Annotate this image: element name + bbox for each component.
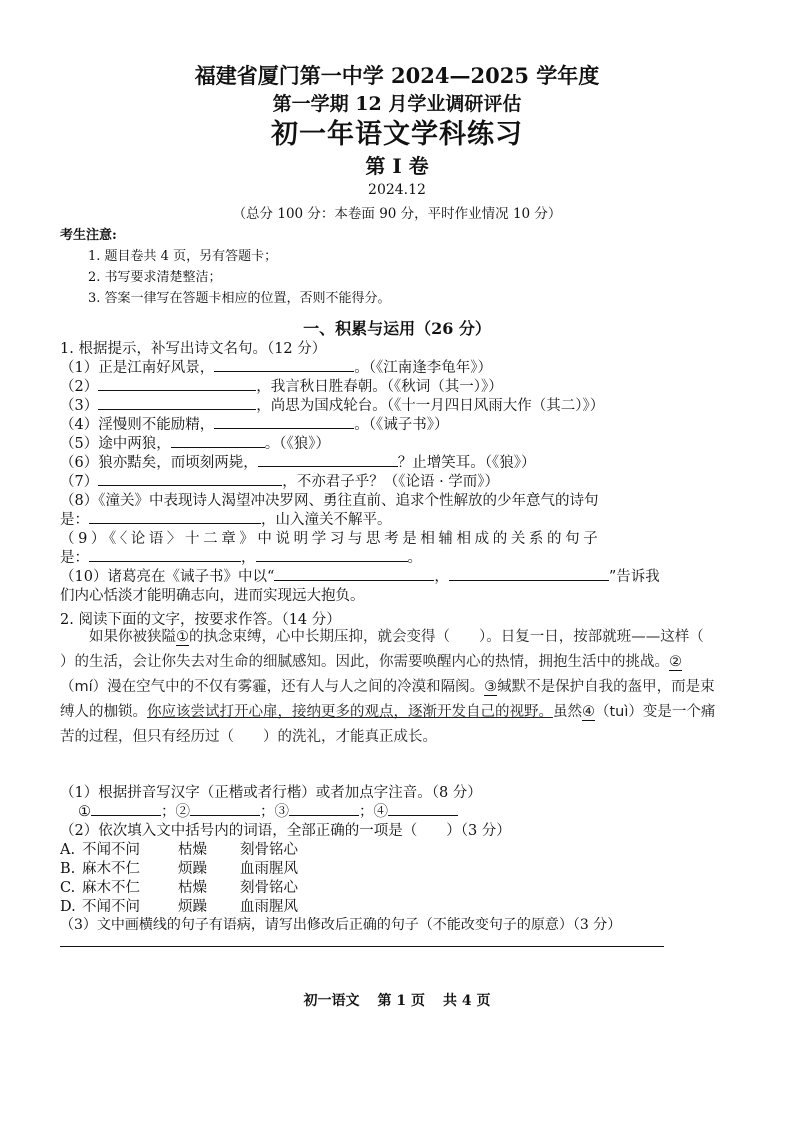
blank-label: ；④ bbox=[359, 804, 388, 820]
q1-line-9-b: 是： bbox=[60, 550, 89, 566]
answer-blank[interactable] bbox=[258, 452, 398, 467]
blank-label: ；② bbox=[161, 804, 190, 820]
q1-line-8: （8）《潼关》中表现诗人渴望冲决罗网、勇往直前、追求个性解放的少年意气的诗句 bbox=[60, 493, 599, 509]
q1-line-9: （9）《〈论语〉十二章》中说明学习与思考是相辅相成的关系的句子 bbox=[60, 531, 602, 547]
passage-text: （tuì）变是一个痛苦的过程，但只有经历过（ bbox=[60, 704, 716, 745]
option-b bbox=[60, 857, 298, 878]
option-word: 麻木不仁 bbox=[82, 861, 140, 877]
passage-text: 的执念束缚，心中长期压抑，就会变得（ bbox=[189, 629, 450, 645]
reading-passage bbox=[60, 625, 720, 750]
question-1-stem: 1. 根据提示，补写出诗文名句。（12 分） bbox=[60, 341, 327, 357]
footer-page: 第 1 页 bbox=[377, 993, 425, 1009]
subject-title: 初一年语文学科练习 bbox=[271, 119, 523, 150]
q1-line-7-b: ，不亦君子乎？（《论语 · 学而》） bbox=[282, 474, 500, 490]
q1-line-3 bbox=[60, 394, 604, 415]
option-label: B. bbox=[60, 861, 76, 877]
q2-sub-1: （1）根据拼音写汉字（正楷或者行楷）或者加点字注音。（8 分） bbox=[60, 785, 482, 801]
answer-blank[interactable] bbox=[274, 566, 434, 581]
answer-blank[interactable] bbox=[190, 801, 260, 816]
option-word: 血雨腥风 bbox=[240, 861, 298, 877]
volume-title: 第 Ⅰ 卷 bbox=[365, 154, 429, 178]
q1-line-5 bbox=[60, 432, 330, 453]
note-item: 3. 答案一律写在答题卡相应的位置，否则不能得分。 bbox=[88, 291, 391, 306]
answer-blank[interactable] bbox=[388, 801, 458, 816]
footer-total: 共 4 页 bbox=[443, 993, 491, 1009]
q1-line-7 bbox=[60, 470, 499, 491]
q1-line-6-b: ？止增笑耳。（《狼》） bbox=[397, 455, 536, 471]
q2-sub-3: （3）文中画横线的句子有语病，请写出修改后正确的句子（不能改变句子的原意）（3 分） bbox=[60, 917, 622, 933]
option-label: A. bbox=[60, 842, 76, 858]
answer-blank[interactable] bbox=[289, 801, 359, 816]
q1-line-10-a: （10）诸葛亮在《诫子书》中以“ bbox=[60, 569, 275, 585]
q1-line-4 bbox=[60, 413, 448, 434]
note-item: 1. 题目卷共 4 页，另有答题卡； bbox=[88, 249, 278, 264]
q1-line-10-b: ， bbox=[434, 569, 449, 585]
passage-marker-3: ③ bbox=[484, 679, 498, 695]
option-word: 不闻不问 bbox=[82, 899, 140, 915]
passage-text: ）。日复一日，按部就班——这样（ bbox=[479, 629, 704, 645]
q1-line-3-a: （3） bbox=[60, 398, 99, 414]
answer-line[interactable] bbox=[60, 946, 664, 947]
passage-text: 虽然 bbox=[553, 704, 582, 720]
answer-blank[interactable] bbox=[89, 509, 261, 524]
q1-line-10-cont: 们内心恬淡才能明确志向，进而实现远大抱负。 bbox=[60, 588, 365, 604]
answer-blank[interactable] bbox=[256, 547, 408, 562]
school-title: 福建省厦门第一中学 2024—2025 学年度 bbox=[194, 63, 600, 88]
option-word: 枯燥 bbox=[178, 842, 207, 858]
option-a bbox=[60, 838, 298, 859]
question-2-stem: 2. 阅读下面的文字，按要求作答。（14 分） bbox=[60, 612, 341, 628]
option-word: 烦躁 bbox=[178, 861, 207, 877]
q1-line-6-a: （6）狼亦黠矣，而顷刻两毙， bbox=[60, 455, 258, 471]
option-word: 血雨腥风 bbox=[240, 899, 298, 915]
q1-line-7-a: （7） bbox=[60, 474, 99, 490]
q1-line-8-b: 是： bbox=[60, 512, 89, 528]
passage-text: 缄默不是保护自我的盔甲，而是束缚人的枷锁。 bbox=[60, 679, 715, 720]
exam-date: 2024.12 bbox=[368, 182, 426, 198]
passage-text: （mí）漫在空气中的不仅有雾霾，还有人与人之间的冷漠和隔阂。 bbox=[60, 679, 485, 695]
answer-blank[interactable] bbox=[98, 471, 282, 486]
page-footer bbox=[0, 990, 794, 1010]
option-word: 枯燥 bbox=[178, 880, 207, 896]
passage-text: ）的生活，会让你失去对生命的细腻感知。因此，你需要唤醒内心的热情，拥抱生活中的挑战。 bbox=[60, 654, 669, 670]
answer-blank[interactable] bbox=[214, 357, 354, 372]
q1-line-10 bbox=[60, 565, 660, 586]
q1-line-9-c: ， bbox=[241, 550, 256, 566]
q1-line-5-a: （5）途中两狼， bbox=[60, 436, 171, 452]
q1-line-1-a: （1）正是江南好风景， bbox=[60, 360, 215, 376]
answer-blank[interactable] bbox=[98, 395, 256, 410]
passage-marker-4: ④ bbox=[582, 704, 595, 720]
option-word: 刻骨铭心 bbox=[240, 880, 298, 896]
q1-line-6 bbox=[60, 451, 535, 472]
underlined-sentence: 你应该尝试打开心扉，接纳更多的观点，逐渐开发自己的视野。 bbox=[147, 704, 553, 720]
passage-text: ）的洗礼，才能真正成长。 bbox=[263, 729, 437, 745]
q1-line-4-b: 。（《诫子书》） bbox=[354, 417, 449, 433]
q1-line-5-b: 。（《狼》） bbox=[264, 436, 330, 452]
q2-sub-2: （2）依次填入文中括号内的词语，全部正确的一项是（ ）（3 分） bbox=[60, 823, 511, 839]
q2-sub-1-blanks bbox=[78, 800, 458, 821]
option-c bbox=[60, 876, 298, 897]
q1-line-8-c: ，山入潼关不解平。 bbox=[261, 512, 392, 528]
passage-marker-1: ① bbox=[176, 629, 189, 645]
score-note: （总分 100 分：本卷面 90 分，平时作业情况 10 分） bbox=[232, 206, 562, 222]
answer-blank[interactable] bbox=[214, 414, 354, 429]
answer-blank[interactable] bbox=[449, 566, 609, 581]
option-d bbox=[60, 895, 298, 916]
q1-line-8-cont bbox=[60, 508, 392, 529]
q1-line-4-a: （4）淫慢则不能励精， bbox=[60, 417, 215, 433]
q1-line-2-a: （2） bbox=[60, 379, 99, 395]
q1-line-9-d: 。 bbox=[407, 550, 422, 566]
blank-label: ① bbox=[78, 804, 91, 820]
q1-line-2-b: ，我言秋日胜春朝。（《秋词（其一）》） bbox=[256, 379, 503, 395]
notes-heading: 考生注意: bbox=[60, 228, 117, 243]
passage-marker-2: ② bbox=[669, 654, 682, 670]
q1-line-3-b: ，尚思为国戍轮台。（《十一月四日风雨大作（其二）》） bbox=[256, 398, 605, 414]
option-word: 刻骨铭心 bbox=[240, 842, 298, 858]
answer-blank[interactable] bbox=[98, 376, 256, 391]
q1-line-1-b: 。（《江南逢李龟年》） bbox=[354, 360, 492, 376]
q1-line-1 bbox=[60, 356, 492, 377]
option-label: C. bbox=[60, 880, 76, 896]
blank-label: ；③ bbox=[260, 804, 289, 820]
q1-line-10-c: ”告诉我 bbox=[608, 569, 660, 585]
option-word: 麻木不仁 bbox=[82, 880, 140, 896]
option-label: D. bbox=[60, 899, 76, 915]
q1-line-9-cont bbox=[60, 546, 422, 567]
answer-blank[interactable] bbox=[89, 547, 241, 562]
answer-blank[interactable] bbox=[171, 433, 265, 448]
answer-blank[interactable] bbox=[91, 801, 161, 816]
note-item: 2. 书写要求清楚整洁； bbox=[88, 270, 222, 285]
section-title: 一、积累与运用（26 分） bbox=[303, 319, 491, 338]
term-title: 第一学期 12 月学业调研评估 bbox=[272, 93, 522, 115]
footer-subject: 初一语文 bbox=[303, 993, 360, 1009]
passage-text: 如果你被狭隘 bbox=[89, 629, 176, 645]
option-word: 不闻不问 bbox=[82, 842, 140, 858]
option-word: 烦躁 bbox=[178, 899, 207, 915]
q1-line-2 bbox=[60, 375, 503, 396]
